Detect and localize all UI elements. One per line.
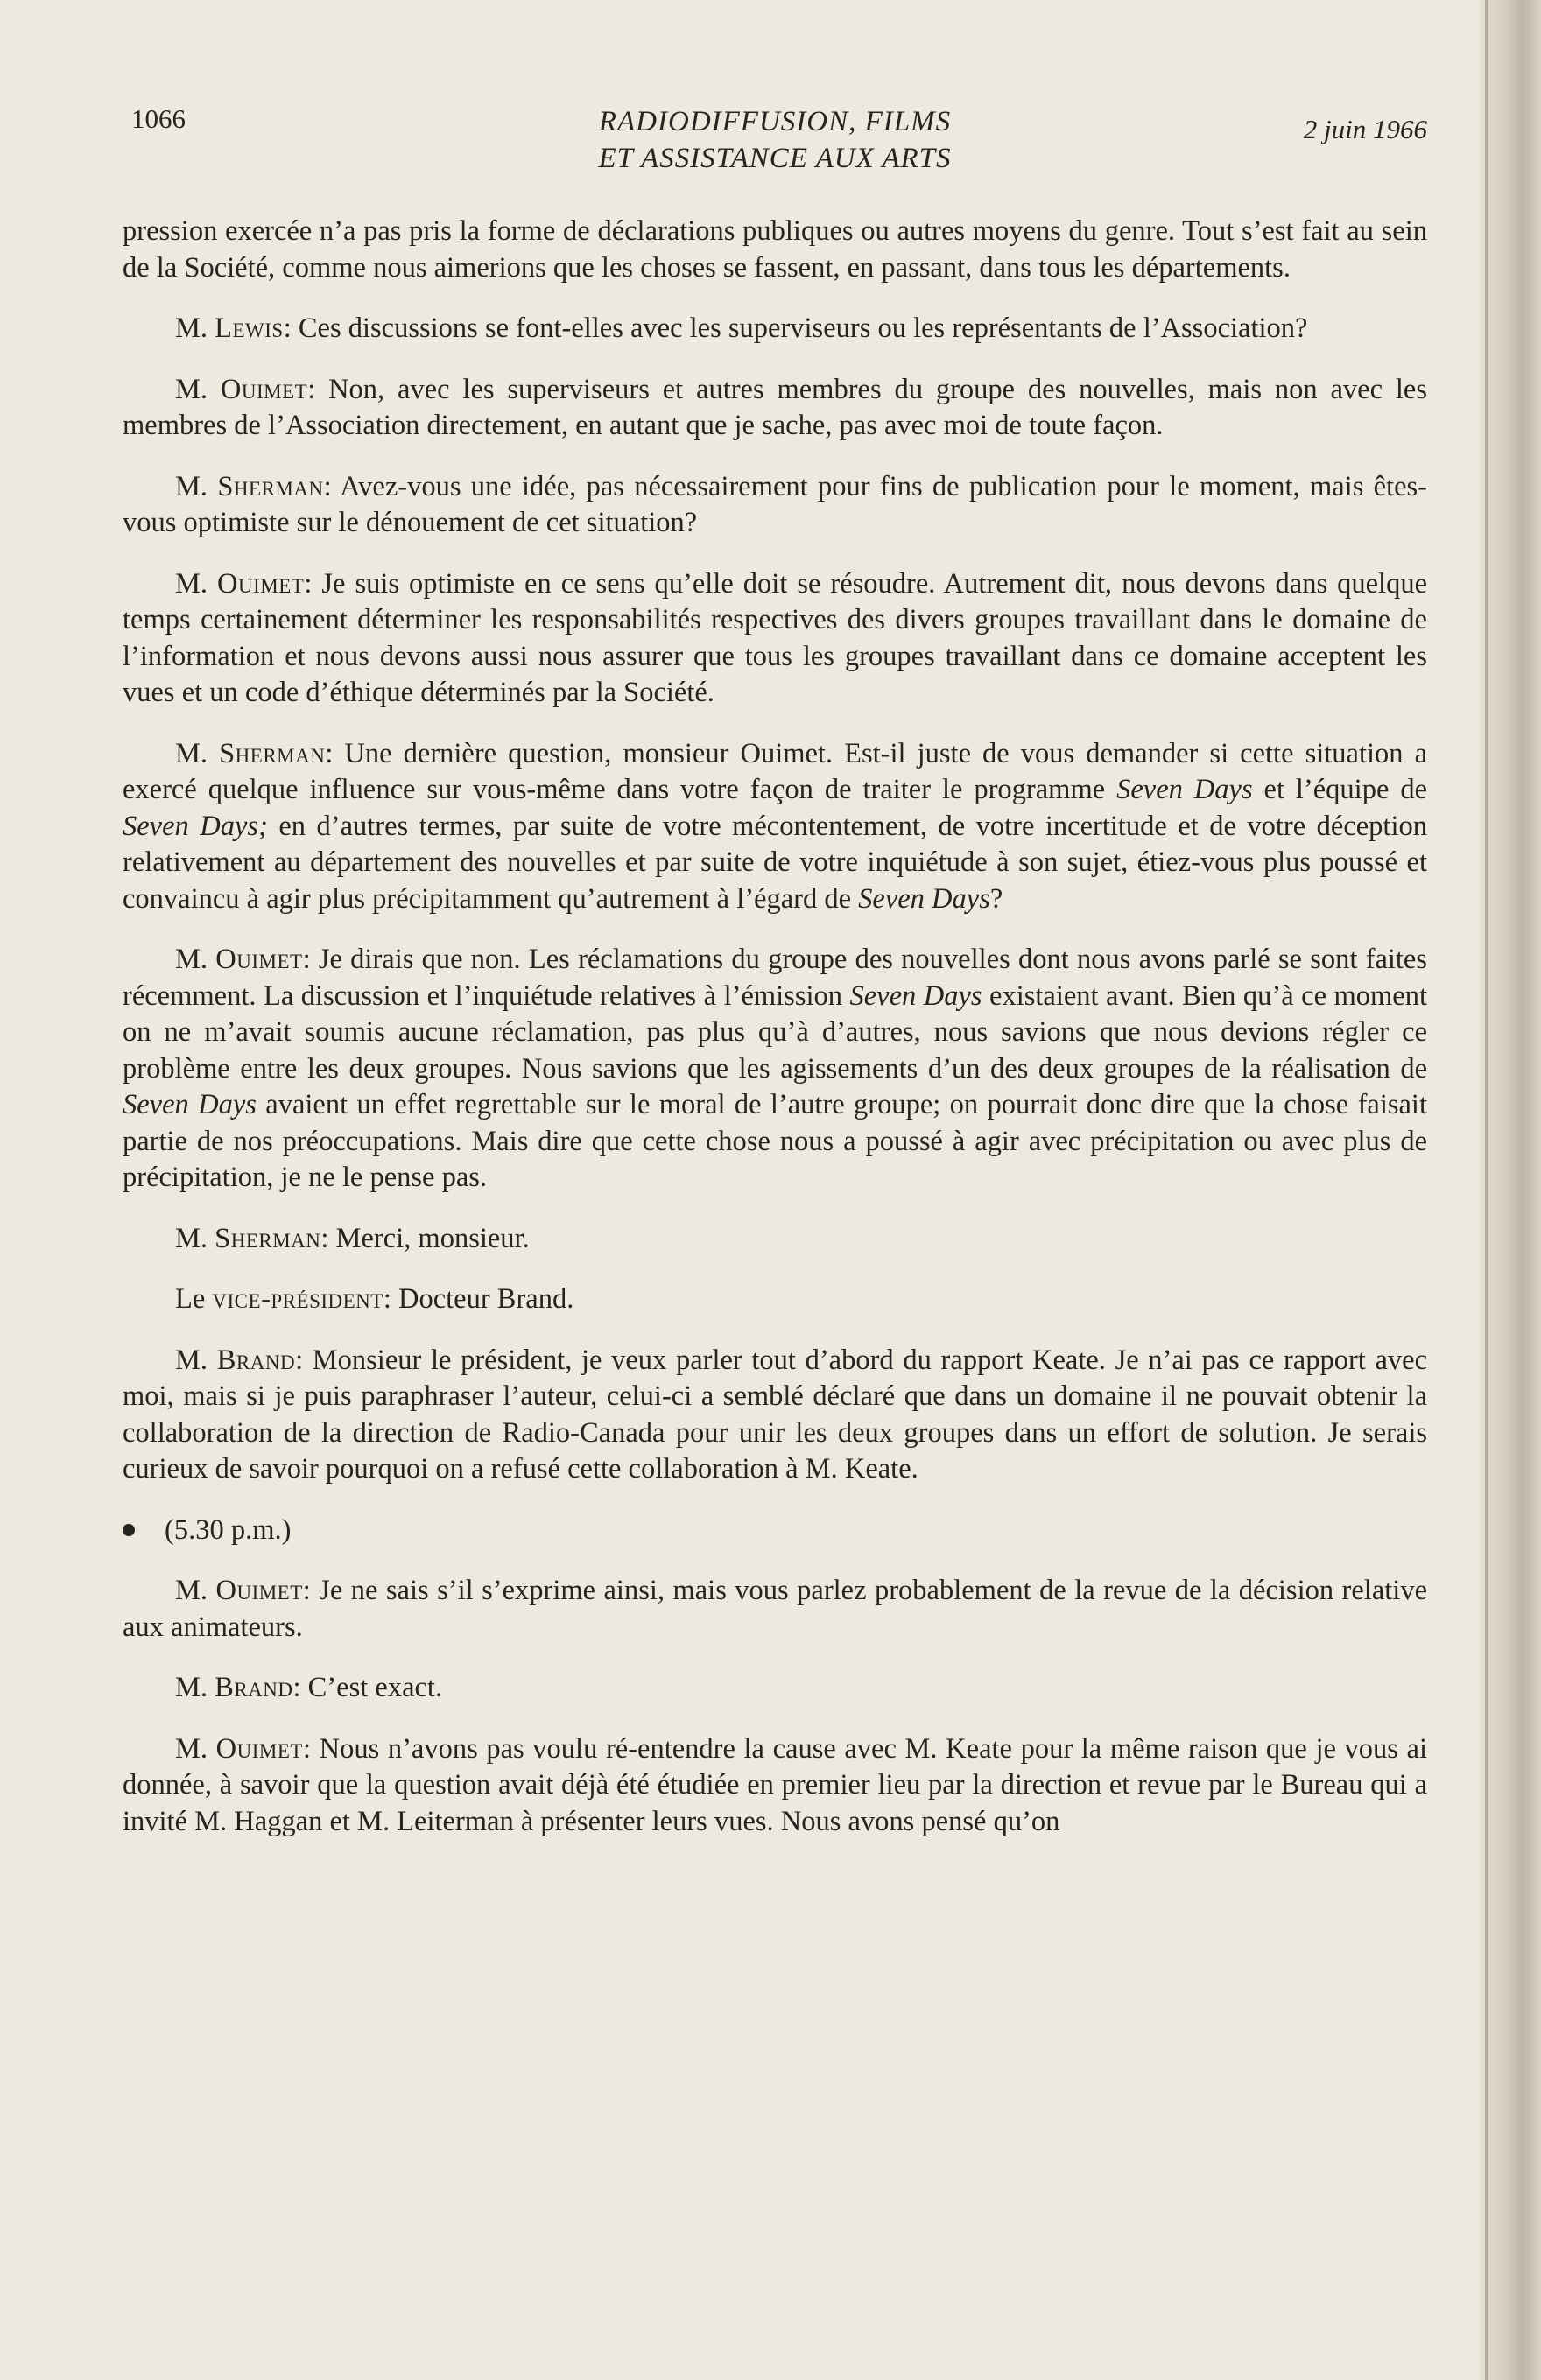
program-title: Seven Days; bbox=[123, 810, 268, 842]
paragraph-vice-president: Le vice-président: Docteur Brand. bbox=[175, 1283, 574, 1315]
body-text bbox=[123, 214, 1427, 1840]
paragraph-continuation: pression exercée n’a pas pris la forme de déclarations publiques ou autres moyens du genre. Tout s’est fait au sein de la Société, comme nous aimerions que les choses se fassent, en passant, dans tous les départements. bbox=[123, 215, 1427, 284]
speaker-name: Ouimet bbox=[220, 373, 308, 405]
running-title bbox=[123, 103, 1427, 177]
paragraph-brand: M. Brand: Monsieur le président, je veux parler tout d’abord du rapport Keate. Je n’ai pas ce rapport avec moi, mais si je puis paraphraser l’auteur, celui-ci a semblé déclaré que dans un domaine il ne pouvait obtenir la collaboration de la direction de Radio-Canada pour unir les deux groupes dans un effort de solution. Je serais curieux de savoir pourquoi on a refusé cette collaboration à M. Keate. bbox=[123, 1344, 1428, 1485]
page-number: 1066 bbox=[131, 103, 186, 134]
program-title: Seven Days bbox=[849, 979, 982, 1012]
speaker-name: Sherman bbox=[219, 737, 326, 769]
program-title: Seven Days bbox=[123, 1089, 257, 1120]
paragraph-sherman: M. Sherman: Avez-vous une idée, pas nécessairement pour fins de publication pour le moment, mais êtes-vous optimiste sur le dénouement de cet situation? bbox=[123, 470, 1428, 538]
paragraph-lewis: M. Lewis: Ces discussions se font-elles avec les superviseurs ou les représentants de l’Association? bbox=[175, 312, 1308, 344]
program-title: Seven Days bbox=[1116, 774, 1253, 805]
speaker-name: Sherman bbox=[215, 1222, 321, 1254]
speaker-name: Brand bbox=[215, 1672, 293, 1703]
paragraph-ouimet: M. Ouimet: Je ne sais s’il s’exprime ainsi, mais vous parlez probablement de la revue de la décision relative aux animateurs. bbox=[123, 1575, 1427, 1643]
book-spine-shadow bbox=[1480, 0, 1541, 2380]
program-title: Seven Days bbox=[858, 882, 990, 915]
running-title-line-2: ET ASSISTANCE AUX ARTS bbox=[598, 143, 952, 174]
bullet-icon bbox=[123, 1524, 135, 1536]
speaker-name: Ouimet bbox=[215, 1575, 303, 1606]
paragraph-ouimet: M. Ouimet: Nous n’avons pas voulu ré-entendre la cause avec M. Keate pour la même raison que je vous ai donnée, à savoir que la question avait déjà été étudiée en premier lieu par la direction et revue par le Bureau qui a invité M. Haggan et M. Leiterman à présenter leurs vues. Nous avons pensé qu’on bbox=[123, 1732, 1428, 1837]
paragraph-sherman: M. Sherman: Merci, monsieur. bbox=[175, 1222, 530, 1254]
paragraph-ouimet: M. Ouimet: Je dirais que non. Les réclamations du groupe des nouvelles dont nous avons parlé se sont faites récemment. La discussion et l’inquiétude relatives à l’émission Seven Days existaient avant. Bien qu’à ce moment on ne m’avait soumis aucune réclamation, pas plus qu’à d’autres, nous savions que nous devions régler ce problème entre les deux groupes. Nous savions que les agissements d’un des deux groupes de la réalisation de Seven Days avaient un effet regrettable sur le moral de l’autre groupe; on pourrait donc dire que la chose faisait partie de nos préoccupations. Mais dire que cette chose nous a poussé à agir avec précipitation ou avec plus de précipitation, je ne le pense pas. bbox=[123, 944, 1428, 1193]
page-date: 2 juin 1966 bbox=[1303, 114, 1427, 144]
time-marker: (5.30 p.m.) bbox=[123, 1513, 1427, 1549]
speaker-name: Lewis bbox=[215, 312, 284, 344]
paragraph-brand: M. Brand: C’est exact. bbox=[175, 1672, 443, 1703]
speaker-name: Sherman bbox=[217, 470, 324, 502]
speaker-name: Ouimet bbox=[215, 944, 303, 975]
document-page bbox=[123, 103, 1427, 1864]
page-edge bbox=[1485, 0, 1488, 2380]
speaker-name: Brand bbox=[216, 1344, 296, 1376]
paragraph-sherman: M. Sherman: Une dernière question, monsieur Ouimet. Est-il juste de vous demander si cette situation a exercé quelque influence sur vous-même dans votre façon de traiter le programme Seven Days et l’équipe de Seven Days; en d’autres termes, par suite de votre mécontentement, de votre incertitude et de votre déception relativement au département des nouvelles et par suite de votre inquiétude à son sujet, étiez-vous plus poussé et convaincu à agir plus précipitamment qu’autrement à l’égard de Seven Days? bbox=[123, 737, 1427, 915]
paragraph-ouimet: M. Ouimet: Je suis optimiste en ce sens qu’elle doit se résoudre. Autrement dit, nous devons dans quelque temps certainement déterminer les responsabilités respectives des divers groupes travaillant dans le domaine de l’information et nous devons aussi nous assurer que tous les groupes travaillant dans ce domaine acceptent les vues et un code d’éthique déterminés par la Société. bbox=[123, 567, 1428, 708]
speaker-name: Ouimet bbox=[215, 1732, 303, 1765]
paragraph-ouimet: M. Ouimet: Non, avec les superviseurs et autres membres du groupe des nouvelles, mais non avec les membres de l’Association directement, en autant que je sache, pas avec moi de toute façon. bbox=[123, 373, 1427, 441]
speaker-name: vice-président bbox=[212, 1283, 383, 1315]
page-header bbox=[123, 103, 1427, 191]
speaker-name: Ouimet bbox=[217, 567, 305, 600]
running-title-line-1: RADIODIFFUSION, FILMS bbox=[598, 106, 952, 137]
